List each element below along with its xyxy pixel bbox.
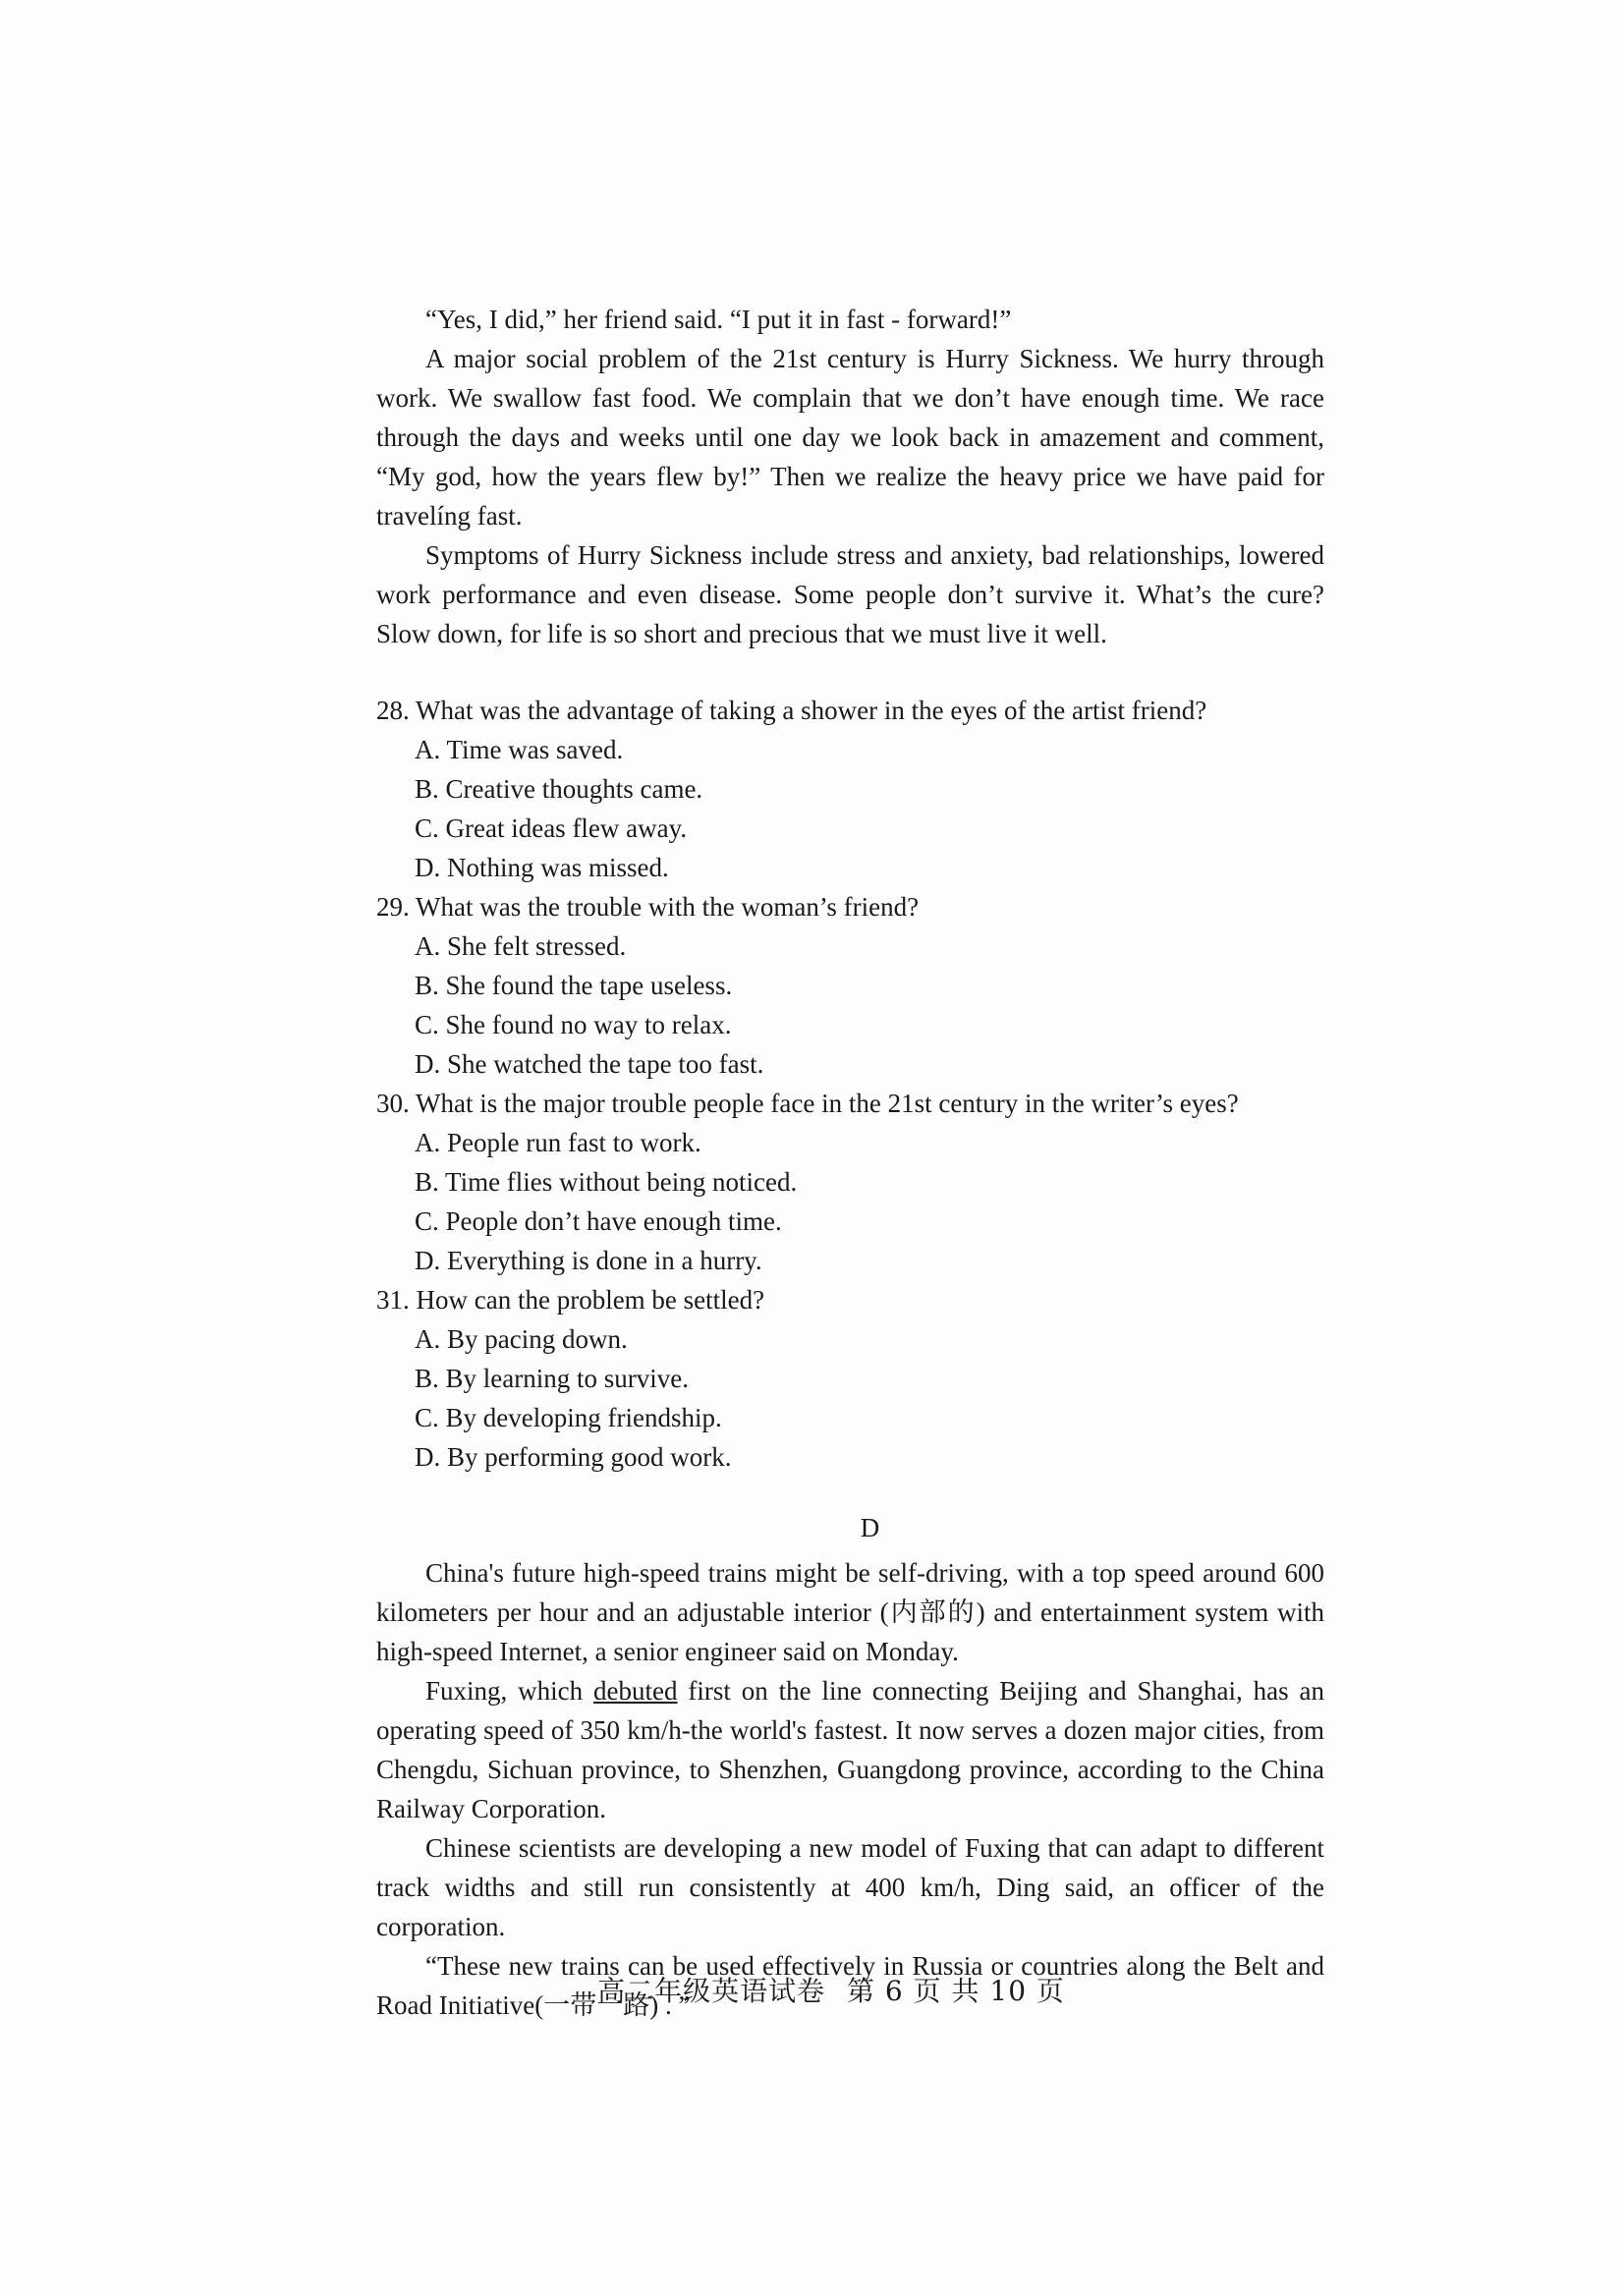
- passage-c-paragraph-1: “Yes, I did,” her friend said. “I put it in fast - forward!”: [425, 305, 1012, 334]
- option-b: B. Creative thoughts came.: [415, 774, 703, 804]
- option-a: A. By pacing down.: [415, 1324, 628, 1354]
- passage-d-paragraph-3: Chinese scientists are developing a new model of Fuxing that can adapt to different track widths and still run consistently at 400 km/h, Ding said, an officer of the corporation.: [376, 1833, 1324, 1941]
- option-c: C. Great ideas flew away.: [415, 813, 688, 843]
- option-d: D. Everything is done in a hurry.: [415, 1246, 762, 1275]
- option-b: B. She found the tape useless.: [415, 971, 733, 1000]
- question-stem: 30. What is the major trouble people face in the 21st century in the writer’s eyes?: [376, 1089, 1239, 1118]
- paragraph-text: Fuxing, which: [425, 1676, 594, 1706]
- option-a: A. People run fast to work.: [415, 1128, 701, 1157]
- option-c: C. She found no way to relax.: [415, 1010, 732, 1039]
- option-d: D. By performing good work.: [415, 1442, 732, 1472]
- question-30: [376, 1084, 1324, 1280]
- question-29: [376, 887, 1324, 1084]
- passage-c-paragraph-3: Symptoms of Hurry Sickness include stress and anxiety, bad relationships, lowered work performance and even disease. Some people don’t survive it. What’s the cure? Slow down, for life is so short and precious that we must live it well.: [376, 540, 1324, 648]
- section-heading-d: D: [860, 1513, 880, 1542]
- option-a: A. She felt stressed.: [415, 931, 627, 961]
- question-stem: 31. How can the problem be settled?: [376, 1285, 765, 1315]
- paragraph-text: first on the line connecting Beijing and Shanghai, has an operating speed of 350 km/h-the world's fastest. It now serves a dozen major cities, from Chengdu, Sichuan province, to Shenzhen, Guangdong province, according to the China Railway Corporation.: [376, 1676, 1324, 1823]
- question-31: [376, 1280, 1324, 1477]
- question-28: [376, 691, 1324, 887]
- option-b: B. Time flies without being noticed.: [415, 1167, 798, 1197]
- underlined-word: debuted: [593, 1676, 678, 1706]
- option-b: B. By learning to survive.: [415, 1364, 689, 1393]
- option-d: D. Nothing was missed.: [415, 853, 669, 882]
- footer-exam-title: 高二年级英语试卷: [597, 1975, 826, 2007]
- option-d: D. She watched the tape too fast.: [415, 1049, 764, 1079]
- question-stem: 29. What was the trouble with the woman’s friend?: [376, 892, 920, 922]
- passage-d-paragraph-4: “These new trains can be used effectively in Russia or countries along the Belt and Road Initiative(一带一路) . ”: [376, 1951, 1324, 2020]
- option-c: C. By developing friendship.: [415, 1403, 722, 1432]
- page-footer: [0, 1970, 1623, 2009]
- passage-d-paragraph-1: China's future high-speed trains might be self-driving, with a top speed around 600 kilometers per hour and an adjustable interior (内部的) and entertainment system with high-speed Internet, a senior engineer said on Monday.: [376, 1558, 1324, 1666]
- option-c: C. People don’t have enough time.: [415, 1206, 782, 1236]
- passage-c-paragraph-2: A major social problem of the 21st century is Hurry Sickness. We hurry through work. We swallow fast food. We complain that we don’t have enough time. We race through the days and weeks until one day we look back in amazement and comment, “My god, how the years flew by!” Then we realize the heavy price we have paid for travelíng fast.: [376, 344, 1324, 531]
- footer-page-number: 第 6 页 共 10 页: [846, 1975, 1065, 2007]
- question-stem: 28. What was the advantage of taking a shower in the eyes of the artist friend?: [376, 696, 1207, 725]
- spacer: [376, 653, 1324, 691]
- page-content: [376, 300, 1324, 2025]
- passage-d-paragraph-2: [376, 1671, 1324, 1828]
- option-a: A. Time was saved.: [415, 735, 624, 764]
